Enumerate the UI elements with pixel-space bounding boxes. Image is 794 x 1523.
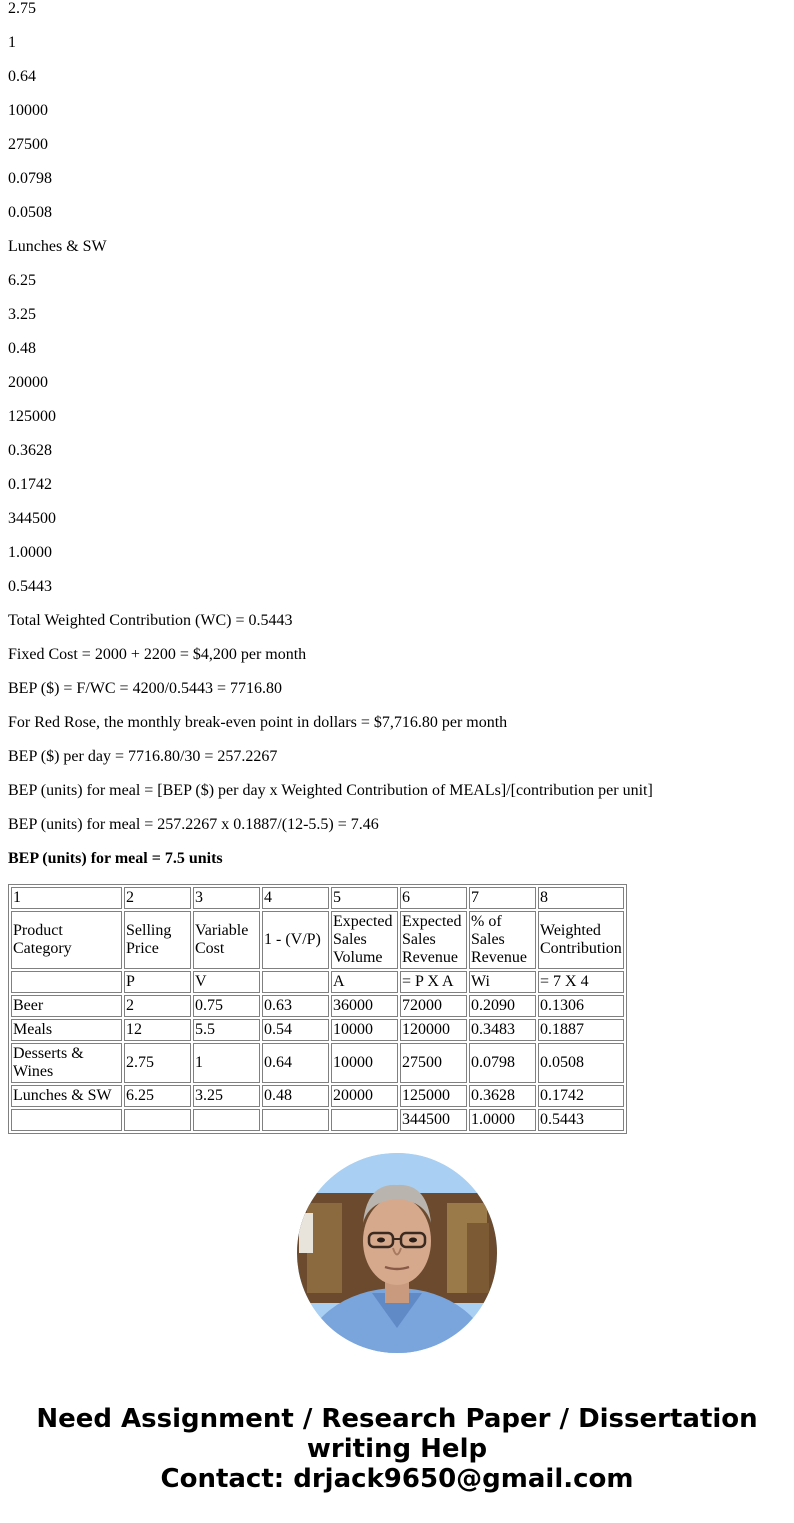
table-cell: 7 [469,887,536,909]
table-cell: 3 [193,887,260,909]
table-cell: A [331,971,398,993]
table-cell: 0.1742 [538,1085,624,1107]
table-cell: 0.5443 [538,1109,624,1131]
table-cell: 2 [124,995,191,1017]
text-line: 0.0508 [8,204,52,221]
table-cell: = 7 X 4 [538,971,624,993]
avatar-portrait [297,1153,497,1353]
table-cell: 6.25 [124,1085,191,1107]
table-cell: 0.3628 [469,1085,536,1107]
header-row [11,911,624,969]
text-line: 20000 [8,374,48,391]
text-line: 125000 [8,408,56,425]
text-line: 0.5443 [8,578,52,595]
table-cell: 1.0000 [469,1109,536,1131]
text-line: 0.48 [8,340,36,357]
table-cell: 125000 [400,1085,467,1107]
bep-units-formula: BEP (units) for meal = [BEP ($) per day x Weighted Contribution of MEALs]/[contribution per unit] [8,782,653,799]
table-row [11,1043,624,1083]
table-cell [331,1109,398,1131]
text-line: 3.25 [8,306,36,323]
promo-line: Need Assignment / Research Paper / Dissertation [36,1404,758,1434]
table-cell: 12 [124,1019,191,1041]
text-line: 0.64 [8,68,36,85]
table-header: Selling Price [124,911,191,969]
table-cell: 120000 [400,1019,467,1041]
table-cell [11,1109,122,1131]
table-cell: 0.0508 [538,1043,624,1083]
table-cell: Desserts & Wines [11,1043,122,1083]
text-line: 1 [8,34,16,51]
table-cell: 1 [193,1043,260,1083]
table-cell: Lunches & SW [11,1085,122,1107]
table-cell: 0.63 [262,995,329,1017]
table-header: Variable Cost [193,911,260,969]
table-cell: 6 [400,887,467,909]
column-number-row [11,887,624,909]
table-header: % of Sales Revenue [469,911,536,969]
table-cell: 0.2090 [469,995,536,1017]
table-cell: Beer [11,995,122,1017]
table-cell: 2.75 [124,1043,191,1083]
bep-units-calc: BEP (units) for meal = 257.2267 x 0.1887/(12-5.5) = 7.46 [8,816,379,833]
totals-row [11,1109,624,1131]
table-cell: 1 [11,887,122,909]
promo-contact: Contact: drjack9650@gmail.com [160,1464,634,1494]
text-line: 0.1742 [8,476,52,493]
table-cell: 0.3483 [469,1019,536,1041]
text-line: 0.3628 [8,442,52,459]
table-row [11,1085,624,1107]
table-cell: V [193,971,260,993]
table-cell: 0.1887 [538,1019,624,1041]
table-row [11,1019,624,1041]
bep-per-day: BEP ($) per day = 7716.80/30 = 257.2267 [8,748,278,765]
table-cell: 4 [262,887,329,909]
table-cell: 36000 [331,995,398,1017]
promo-line: writing Help [306,1434,488,1464]
text-line: 2.75 [8,0,36,17]
text-line: 1.0000 [8,544,52,561]
table-header: Product Category [11,911,122,969]
table-cell: 2 [124,887,191,909]
table-cell: 0.0798 [469,1043,536,1083]
table-cell: 8 [538,887,624,909]
text-line: 6.25 [8,272,36,289]
table-cell [11,971,122,993]
symbol-row [11,971,624,993]
total-weighted-contribution: Total Weighted Contribution (WC) = 0.5443 [8,612,293,629]
bep-units-result: BEP (units) for meal = 7.5 units [8,850,223,867]
table-header: Weighted Contribution [538,911,624,969]
table-header: Expected Sales Revenue [400,911,467,969]
document-body [8,0,784,1134]
text-line: Lunches & SW [8,238,107,255]
text-line: 344500 [8,510,56,527]
author-avatar [297,1153,497,1353]
table-cell: 344500 [400,1109,467,1131]
table-cell: 5 [331,887,398,909]
bep-monthly-statement: For Red Rose, the monthly break-even point in dollars = $7,716.80 per month [8,714,508,731]
table-cell: 0.1306 [538,995,624,1017]
table-cell: 10000 [331,1019,398,1041]
table-cell: 20000 [331,1085,398,1107]
text-line: 27500 [8,136,48,153]
contribution-table [8,884,627,1134]
table-row [11,995,624,1017]
fixed-cost: Fixed Cost = 2000 + 2200 = $4,200 per month [8,646,307,663]
table-cell: 5.5 [193,1019,260,1041]
table-cell: 3.25 [193,1085,260,1107]
text-line: 10000 [8,102,48,119]
table-cell: Wi [469,971,536,993]
table-cell: Meals [11,1019,122,1041]
table-cell: 0.48 [262,1085,329,1107]
table-cell: 0.75 [193,995,260,1017]
table-cell [262,1109,329,1131]
table-cell: 27500 [400,1043,467,1083]
table-cell: 72000 [400,995,467,1017]
text-line: 0.0798 [8,170,52,187]
table-cell: 10000 [331,1043,398,1083]
table-cell [193,1109,260,1131]
table-cell: = P X A [400,971,467,993]
promo-banner [0,1404,794,1494]
table-cell: P [124,971,191,993]
table-cell [262,971,329,993]
table-header: Expected Sales Volume [331,911,398,969]
table-cell [124,1109,191,1131]
table-cell: 0.54 [262,1019,329,1041]
table-header: 1 - (V/P) [262,911,329,969]
table-cell: 0.64 [262,1043,329,1083]
bep-dollars: BEP ($) = F/WC = 4200/0.5443 = 7716.80 [8,680,283,697]
